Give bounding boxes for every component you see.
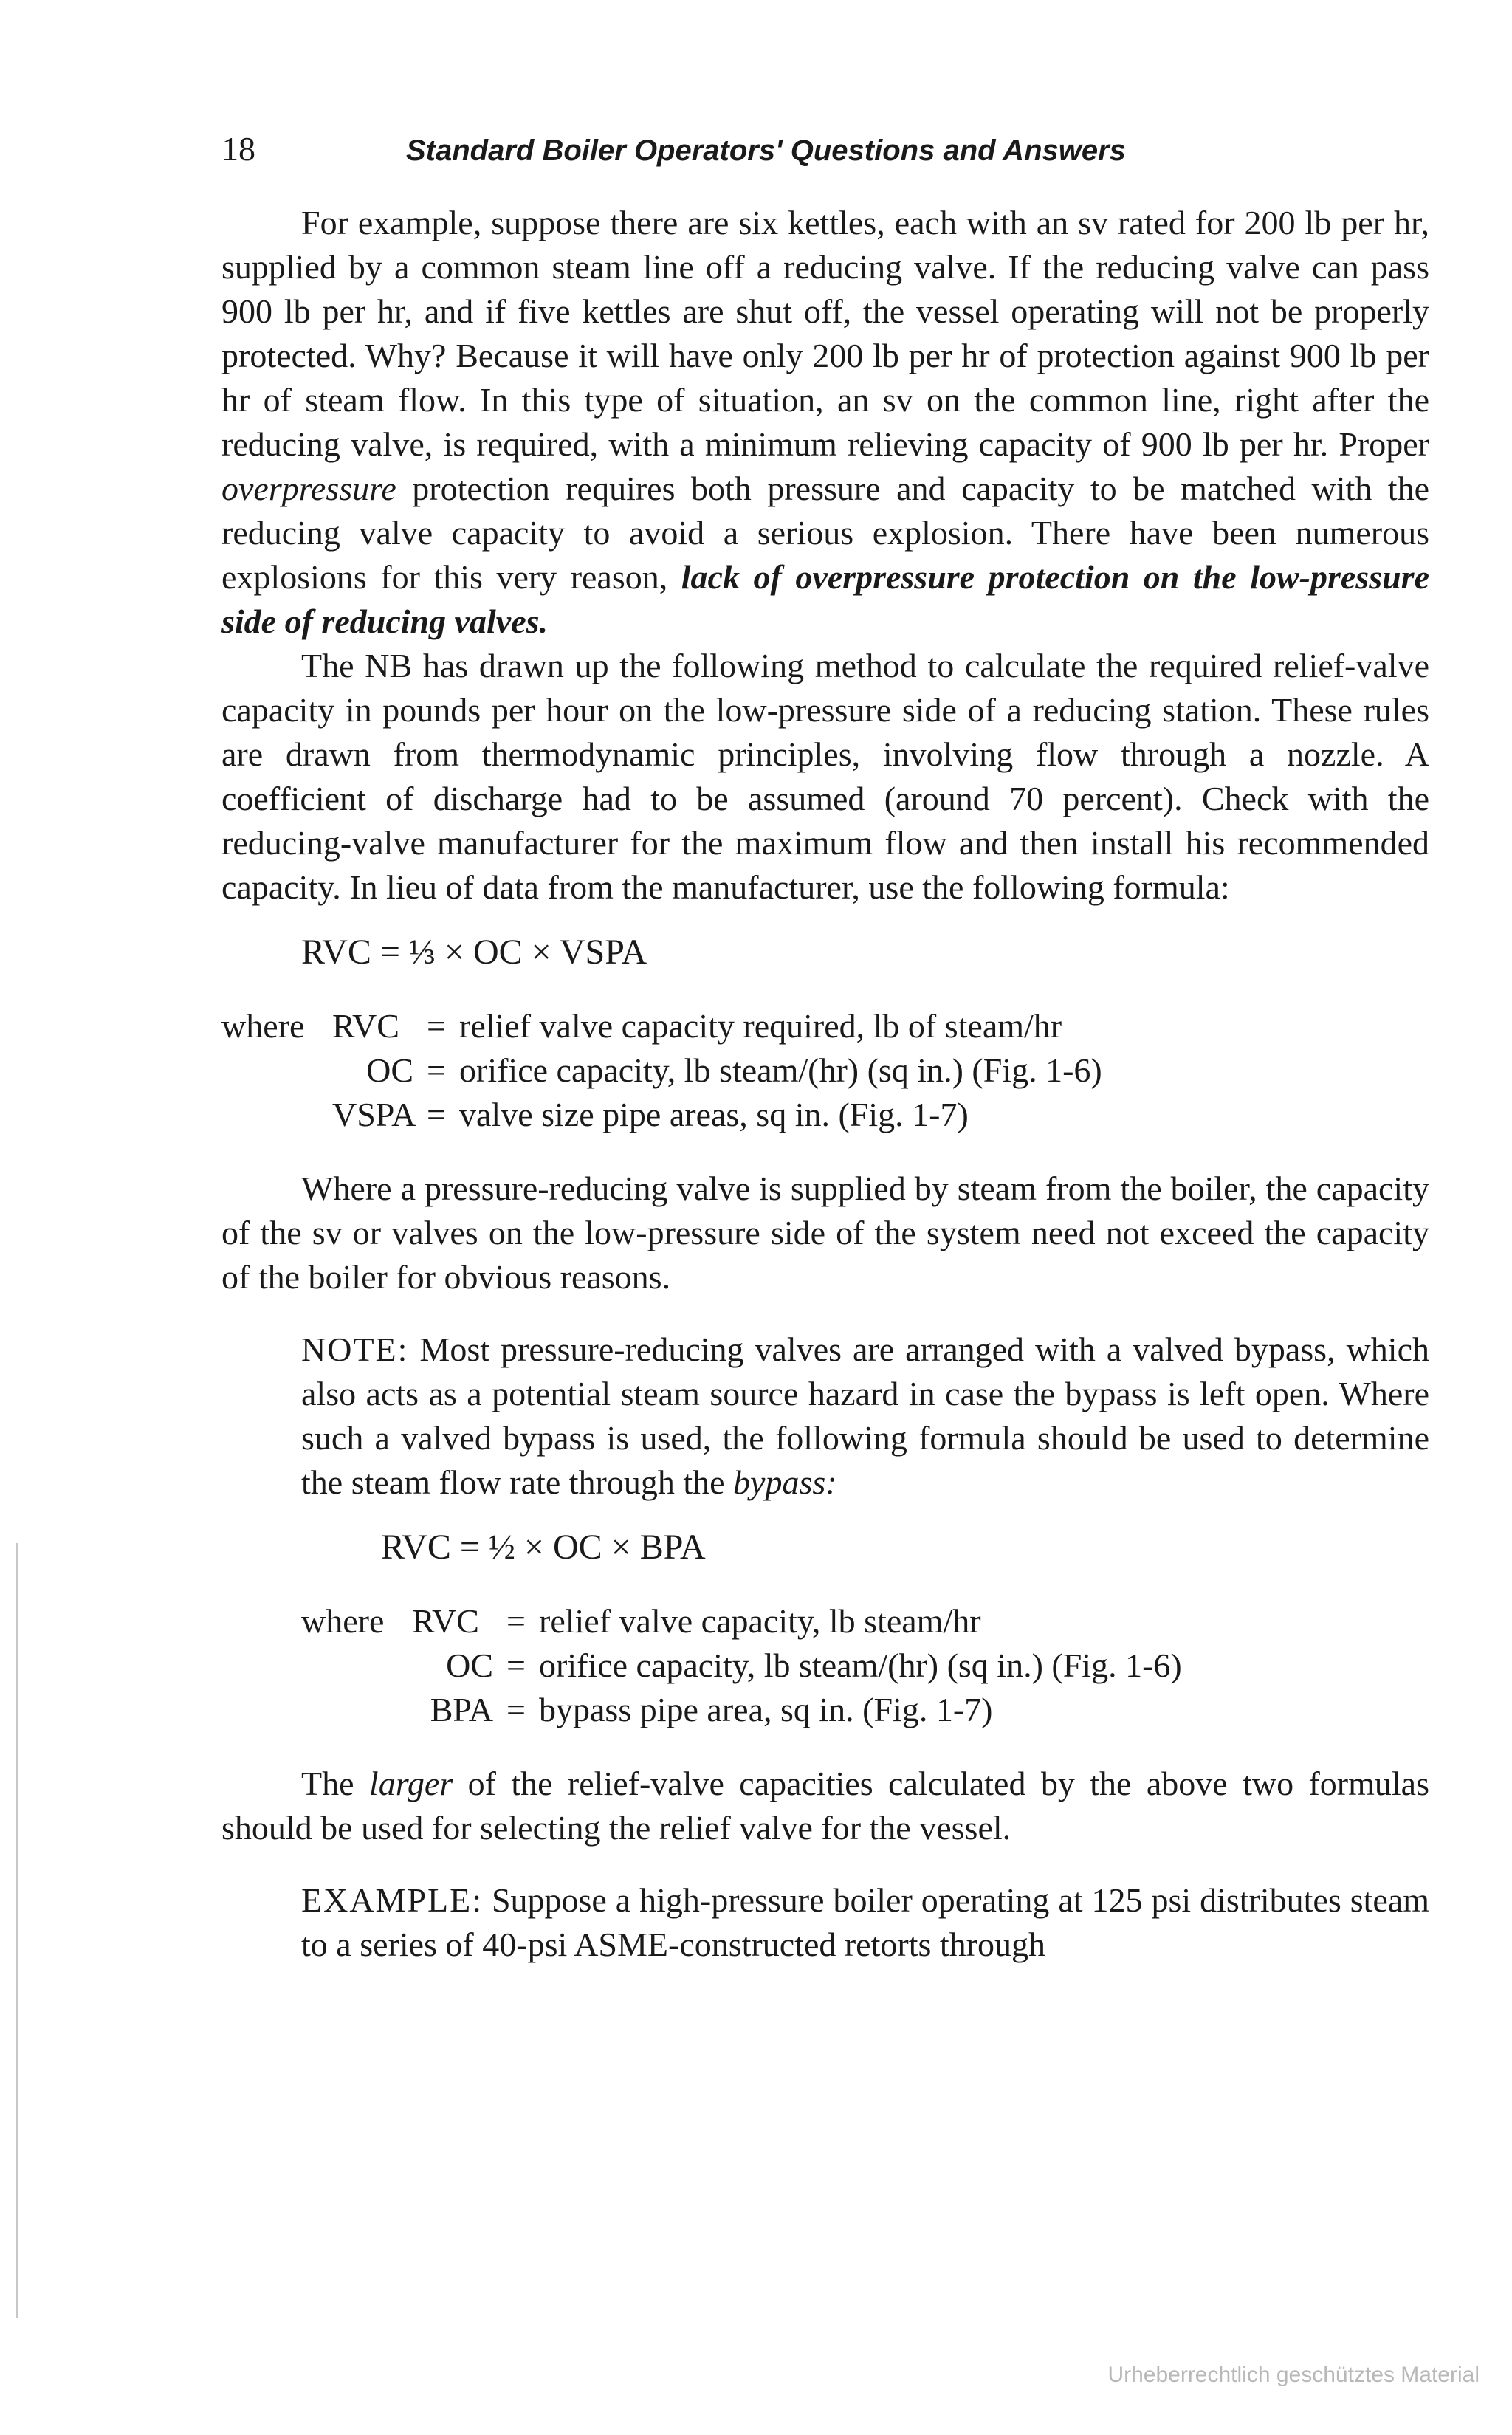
definition-text: valve size pipe areas, sq in. (Fig. 1-7) bbox=[459, 1096, 969, 1133]
formula-rvc-vspa: RVC = ⅓ × OC × VSPA bbox=[301, 933, 647, 972]
emphasis-lack-of-protection: lack of overpressure protection on the low-pressure side of reducing valves. bbox=[221, 558, 1429, 640]
definition-equals: = bbox=[427, 1051, 446, 1089]
paragraph-nb-method: The NB has drawn up the following method to calculate the required relief-valve capacity in pounds per hour on the low-pressure side of a reducing station. These rules are drawn from thermodynamic principles, involving flow through a nozzle. A coefficient of discharge had to be assumed (around 70 percent). Check with the reducing-valve manufacturer for the maximum flow and then install his recommended capacity. In lieu of data from the manufacturer, use the following formula: bbox=[221, 647, 1429, 906]
paragraph-boiler-capacity: Where a pressure-reducing valve is supplied by steam from the boiler, the capacity of the sv or valves on the low-pressure side of the system need not exceed the capacity of the boiler for obvious reasons. bbox=[221, 1170, 1429, 1296]
where-label: where bbox=[221, 1007, 305, 1045]
emphasis-bypass: bypass: bbox=[733, 1463, 837, 1501]
definition-equals: = bbox=[427, 1007, 446, 1045]
note-text: Most pressure-reducing valves are arranged with a valved bypass, which also acts as a potential steam source hazard in case the bypass is left open. Where such a valved bypass is used, the following formula should be used to determine the steam flow rate through the bbox=[301, 1330, 1429, 1501]
definition-equals: = bbox=[506, 1691, 526, 1728]
definition-variable: BPA bbox=[430, 1691, 493, 1728]
note-label: NOTE: bbox=[301, 1330, 409, 1368]
definition-row bbox=[301, 1644, 1429, 1688]
page-number: 18 bbox=[221, 130, 255, 168]
paragraph-text: For example, suppose there are six kettles, each with an sv rated for 200 lb per hr, supplied by a common steam line off a reducing valve. If the reducing valve can pass 900 lb per hr, and if five kettles are shut off, the vessel operating will not be properly protected. Why? Because it will have only 200 lb per hr of protection against 900 lb per hr of steam flow. In this type of situation, an sv on the common line, right after the reducing valve, is required, with a minimum relieving capacity of 900 lb per hr. Proper bbox=[221, 204, 1429, 463]
emphasis-larger: larger bbox=[368, 1765, 453, 1802]
formula-definitions-2 bbox=[301, 1599, 1429, 1732]
formula-rvc-bpa: RVC = ½ × OC × BPA bbox=[381, 1528, 706, 1567]
paragraph-text: protection requires both pressure and capacity to be matched with the reducing valve capacity to avoid a serious explosion. There have been numerous explosions for this very reason, bbox=[221, 470, 1429, 596]
paragraph-text: The bbox=[301, 1765, 369, 1802]
paragraph-larger-capacity bbox=[221, 1762, 1429, 1850]
copyright-watermark: Urheberrechtlich geschütztes Material bbox=[1107, 2363, 1480, 2387]
definition-equals: = bbox=[506, 1602, 526, 1640]
note-block bbox=[301, 1328, 1429, 1732]
page-header bbox=[221, 127, 1431, 179]
running-title: Standard Boiler Operators' Questions and Answers bbox=[406, 134, 1126, 167]
definition-row bbox=[301, 1688, 1429, 1732]
definition-text: bypass pipe area, sq in. (Fig. 1-7) bbox=[539, 1691, 993, 1728]
definition-row bbox=[221, 1093, 1429, 1137]
definition-row bbox=[301, 1599, 1429, 1644]
definition-variable: RVC bbox=[412, 1602, 479, 1640]
note-paragraph bbox=[301, 1328, 1429, 1505]
paragraph-example-kettles bbox=[221, 201, 1429, 644]
definition-text: relief valve capacity required, lb of steam/hr bbox=[459, 1007, 1062, 1045]
example-paragraph bbox=[301, 1878, 1429, 1967]
definition-equals: = bbox=[427, 1096, 446, 1133]
example-label: EXAMPLE: bbox=[301, 1881, 483, 1919]
definition-row bbox=[221, 1004, 1429, 1048]
formula-definitions-1 bbox=[221, 1004, 1429, 1137]
definition-variable: VSPA bbox=[332, 1096, 416, 1133]
definition-text: orifice capacity, lb steam/(hr) (sq in.) (Fig. 1-6) bbox=[459, 1051, 1102, 1089]
definition-equals: = bbox=[506, 1646, 526, 1684]
paragraph-text: of the relief-valve capacities calculated by the above two formulas should be used for selecting the relief valve for the vessel. bbox=[221, 1765, 1430, 1847]
where-label: where bbox=[301, 1602, 385, 1640]
body-text bbox=[221, 201, 1429, 1967]
definition-row bbox=[221, 1048, 1429, 1093]
example-text: Suppose a high-pressure boiler operating at 125 psi distributes steam to a series of 40-psi ASME-constructed retorts through bbox=[301, 1881, 1429, 1963]
scan-edge-line bbox=[16, 1543, 18, 2318]
definition-variable: OC bbox=[366, 1051, 413, 1089]
definition-variable: RVC bbox=[332, 1007, 399, 1045]
definition-text: relief valve capacity, lb steam/hr bbox=[539, 1602, 981, 1640]
definition-variable: OC bbox=[446, 1646, 493, 1684]
definition-text: orifice capacity, lb steam/(hr) (sq in.) (Fig. 1-6) bbox=[539, 1646, 1182, 1684]
emphasis-overpressure: overpressure bbox=[221, 470, 396, 507]
